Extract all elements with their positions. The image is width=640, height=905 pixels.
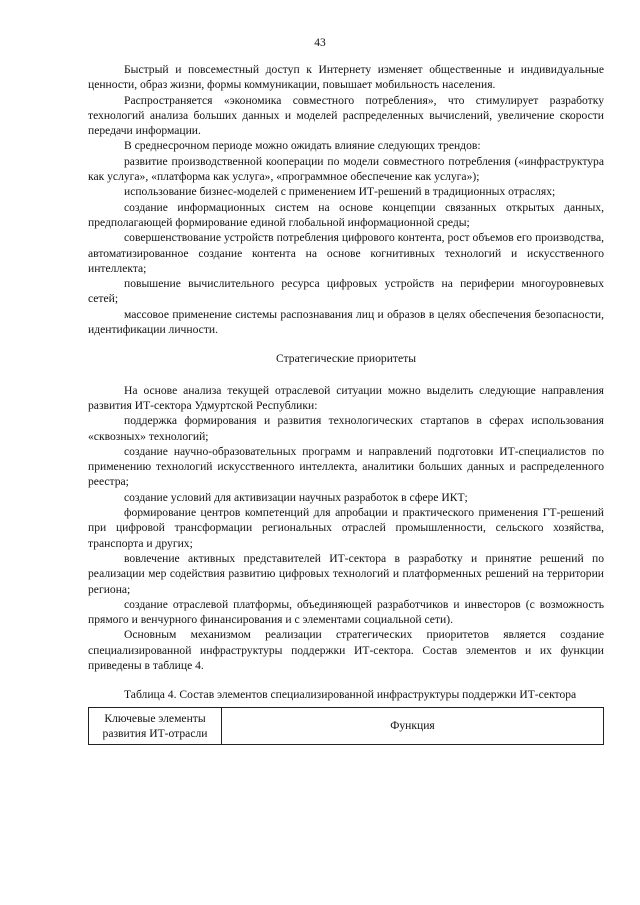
trend-item: повышение вычислительного ресурса цифровых устройств на периферии многоуровневых сетей; — [88, 277, 604, 306]
priority-item: создание условий для активизации научных разработок в сфере ИКТ; — [124, 490, 468, 504]
table-caption: Таблица 4. Состав элементов специализированной инфраструктуры поддержки ИТ-сектора — [124, 688, 577, 702]
paragraph: На основе анализа текущей отраслевой ситуации можно выделить следующие направления развития ИТ-сектора Удмуртской Республики: — [88, 383, 604, 412]
priority-item: поддержка формирования и развития технологических стартапов в сферах использования «сквозных» технологий; — [88, 414, 604, 443]
section-heading: Стратегические приоритеты — [276, 352, 416, 366]
trend-item: создание информационных систем на основе концепции связанных открытых данных, предполагающей формирование единой глобальной информационной среды; — [88, 200, 604, 229]
paragraph: Распространяется «экономика совместного потребления», что стимулирует разработку технологий анализа больших данных и моделей распределенных вычислений, увеличение скорости передачи информации. — [88, 93, 604, 138]
priority-item: формирование центров компетенций для апробации и практического применения ГТ-решений при цифровой трансформации региональных отраслей промышленности, сельского хозяйства, транспорта и других; — [88, 506, 604, 550]
trend-item: совершенствование устройств потребления цифрового контента, рост объемов его производства, автоматизированное создание контента на основе когнитивных технологий и искусственного интеллекта; — [88, 231, 604, 275]
page-number: 43 — [314, 37, 326, 49]
table-header-row — [89, 707, 604, 744]
trend-item: развитие производственной кооперации по модели совместного потребления («инфраструктура как услуга», «платформа как услуга», «программное обеспечение как услуга»); — [88, 154, 604, 184]
paragraph: В среднесрочном периоде можно ожидать влияние следующих трендов: — [124, 139, 481, 153]
priority-item: создание научно-образовательных программ и направлений подготовки ИТ-специалистов по применению технологий искусственного интеллекта, аналитики больших данных и распределенного реестра; — [88, 444, 604, 489]
priority-item: вовлечение активных представителей ИТ-сектора в разработку и принятие решений по реализации мер содействия развитию цифровых технологий и платформенных решений на территории региона; — [88, 551, 604, 596]
priority-item: создание отраслевой платформы, объединяющей разработчиков и инвесторов (с возможность прямого и венчурного финансирования и с элементами социальной сети). — [88, 597, 604, 627]
document-body — [88, 62, 604, 745]
trend-item: использование бизнес-моделей с применением ИТ-решений в традиционных отраслях; — [124, 185, 556, 199]
trend-item: массовое применение системы распознавания лиц и образов в целях обеспечения безопасности, идентификации личности. — [88, 307, 604, 337]
infrastructure-table — [88, 707, 604, 745]
table-header-cell: Функция — [222, 707, 604, 744]
paragraph: Быстрый и повсеместный доступ к Интернету изменяет общественные и индивидуальные ценности, образ жизни, формы коммуникации, повышает мобильность населения. — [88, 63, 604, 92]
table-header-cell: Ключевые элементы развития ИТ-отрасли — [89, 707, 222, 744]
paragraph: Основным механизмом реализации стратегических приоритетов является создание специализированной инфраструктуры поддержки ИТ-сектора. Состав элементов и их функции приведены в таблице 4. — [88, 628, 604, 672]
